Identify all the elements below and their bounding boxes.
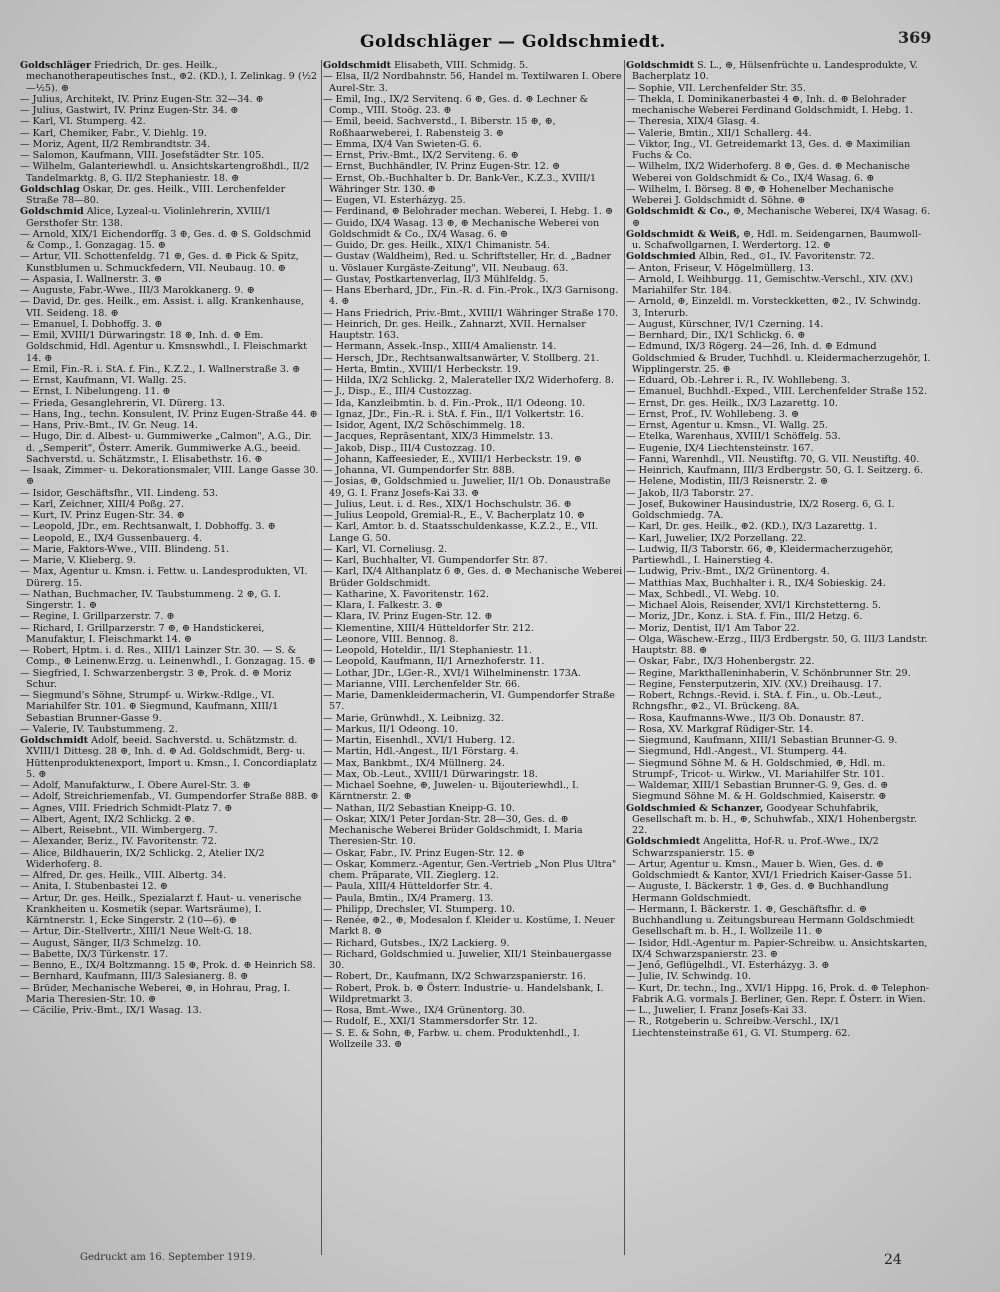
directory-entry: — Marianne, VIII. Lerchenfelder Str. 66. — [323, 678, 521, 690]
directory-entry: — Hans Friedrich, Priv.-Bmt., XVIII/1 Währinger Straße 170. — [323, 307, 619, 319]
directory-entry: — Frieda, Gesanglehrerin, VI. Dürerg. 13. — [20, 397, 226, 409]
column-divider — [321, 60, 322, 1255]
directory-entry: — Salomon, Kaufmann, VIII. Josefstädter Str. 105. — [20, 150, 265, 161]
directory-column-right — [626, 60, 931, 1255]
directory-entry: — Artur, Dir.-Stellvertr., XIII/1 Neue Welt-G. 18. — [20, 926, 253, 938]
directory-column-middle — [323, 60, 623, 1255]
directory-entry: — Arnold, ⊕, Einzeldl. m. Vorsteckketten, ⊕2., IV. Schwindg. 3, Interurb. — [626, 296, 921, 319]
directory-entry: — Edmund, IX/3 Rögerg. 24—26, Inh. d. ⊕ Edmund Goldschmied & Bruder, Tuchhdl. u. Kleidermacherzugehör, I. Wipplingerstr. 25. ⊕ — [626, 341, 931, 375]
directory-entry: — Isidor, Hdl.-Agentur m. Papier-Schreibw. u. Ansichtskarten, IX/4 Schwarzspanierstr. 23. ⊕ — [626, 937, 928, 960]
directory-entry: — Karl, Amtor. b. d. Staatsschuldenkasse, K.Z.2., E., VII. Lange G. 50. — [323, 521, 599, 544]
directory-entry: — Jacques, Repräsentant, XIX/3 Himmelstr. 13. — [323, 431, 554, 443]
directory-entry: — Karl, Juwelier, IX/2 Porzellang. 22. — [626, 532, 807, 544]
directory-entry: Goldschmidt & Weiß, ⊕, Hdl. m. Seidengarnen, Baumwoll- u. Schafwollgarnen, I. Werdertorg. 12. ⊕ — [626, 228, 922, 251]
directory-entry: — Wilhelm, Galanteriewhdl. u. Ansichtskartengroßhdl., II/2 Tandelmarktg. 8, G. II/2 Stephaniestr. 18. ⊕ — [20, 161, 310, 184]
directory-entry: — Isaak, Zimmer- u. Dekorationsmaler, VIII. Lange Gasse 30. ⊕ — [20, 465, 319, 488]
directory-entry: — Arnold, XIX/1 Eichendorffg. 3 ⊕, Ges. d. ⊕ S. Goldschmid & Comp., I. Gonzagag. 15. ⊕ — [20, 228, 312, 251]
directory-entry: Goldschmidt Elisabeth, VIII. Schmidg. 5. — [323, 60, 529, 71]
directory-entry: — Valerie, Bmtin., XII/1 Schallerg. 44. — [626, 127, 812, 139]
directory-entry: — Auguste, Fabr.-Wwe., III/3 Marokkanerg. 9. ⊕ — [20, 285, 255, 296]
directory-entry: — Klara, I. Falkestr. 3. ⊕ — [323, 600, 443, 611]
directory-entry: — Philipp, Drechsler, VI. Stumperg. 10. — [323, 903, 516, 915]
directory-entry: — Thekla, I. Dominikanerbastei 4 ⊕, Inh. d. ⊕ Belohrader mechanische Weberei Ferdinand Goldschmidt, I. Hebg. 1. — [626, 93, 914, 116]
directory-entry: Goldschmied & Schanzer, Goodyear Schuhfabrik, Gesellschaft m. b. H., ⊕, Schuhwfab., XIX/1 Hohenbergstr. 22. — [626, 802, 917, 836]
directory-entry: — Adolf, Streichriemenfab., VI. Gumpendorfer Straße 88B. ⊕ — [20, 791, 319, 803]
directory-entry: — Cäcilie, Priv.-Bmt., IX/1 Wasag. 13. — [20, 1005, 202, 1016]
directory-entry: — Julius, Architekt, IV. Prinz Eugen-Str. 32—34. ⊕ — [20, 93, 264, 105]
directory-entry: — Julie, IV. Schwindg. 10. — [626, 971, 751, 983]
directory-column-left — [20, 60, 320, 1255]
directory-entry: — Julius Leopold, Gremial-R., E., V. Bacherplatz 10. ⊕ — [323, 510, 585, 521]
page-header — [0, 28, 1000, 58]
directory-entry: Goldschmidt Adolf, beeid. Sachverstd. u. Schätzmstr. d. XVIII/1 Dittesg. 28 ⊕, Inh. d. ⊕ Ad. Goldschmidt, Berg- u. Hüttenproduktenexport, Import u. Kmsn., I. Concordiaplatz 5. ⊕ — [20, 735, 317, 780]
print-date: Gedruckt am 16. September 1919. — [80, 1252, 256, 1263]
directory-entry: — Ludwig, Priv.-Bmt., IX/2 Grünentorg. 4. — [626, 566, 830, 578]
directory-entry: — Klara, IV. Prinz Eugen-Str. 12. ⊕ — [323, 611, 493, 623]
directory-entry: — Robert, Hptm. i. d. Res., XIII/1 Lainzer Str. 30. — S. & Comp., ⊕ Leinenw.Erzg. u. Leinenwhdl., I. Gonzagag. 15. ⊕ — [20, 645, 316, 668]
directory-entry: — Leopold, Hoteldir., II/1 Stephaniestr. 11. — [323, 645, 533, 656]
directory-entry: — Moriz, JDr., Konz. i. StA. f. Fin., III/2 Hetzg. 6. — [626, 611, 863, 623]
directory-entry: — Karl, VI. Corneliusg. 2. — [323, 543, 448, 555]
page-number: 369 — [898, 28, 932, 47]
directory-entry: — Siegfried, I. Schwarzenbergstr. 3 ⊕, Prok. d. ⊕ Moriz Schur. — [20, 667, 292, 690]
directory-entry: — Isidor, Geschäftsfhr., VII. Lindeng. 53. — [20, 487, 218, 499]
directory-entry: — Viktor, Ing., VI. Getreidemarkt 13, Ges. d. ⊕ Maximilian Fuchs & Co. — [626, 138, 911, 161]
directory-entry: — Ernst, Buchhändler, IV. Prinz Eugen-Str. 12. ⊕ — [323, 161, 561, 173]
directory-entry: — Paula, Bmtin., IX/4 Pramerg. 13. — [323, 892, 494, 904]
directory-entry: — Michael Soehne, ⊕, Juwelen- u. Bijouteriewhdl., I. Kärntnerstr. 2. ⊕ — [323, 780, 579, 803]
directory-entry: — Alice, Bildhauerin, IX/2 Schlickg. 2, Atelier IX/2 Widerhoferg. 8. — [20, 847, 265, 870]
directory-entry: — Ferdinand, ⊕ Belohrader mechan. Weberei, I. Hebg. 1. ⊕ — [323, 206, 614, 218]
directory-entry: — Auguste, I. Bäckerstr. 1 ⊕, Ges. d. ⊕ Buchhandlung Hermann Goldschmiedt. — [626, 881, 889, 904]
directory-entry: — Kurt, IV. Prinz Eugen-Str. 34. ⊕ — [20, 510, 185, 521]
directory-entry: — Leonore, VIII. Bennog. 8. — [323, 633, 459, 645]
directory-entry: — Marie, V. Klieberg. 9. — [20, 555, 136, 566]
directory-entry: — J., Disp., E., III/4 Custozzag. — [323, 386, 472, 398]
directory-entry: — Ernst, Ob.-Buchhalter b. Dr. Bank-Ver., K.Z.3., XVIII/1 Währinger Str. 130. ⊕ — [323, 172, 597, 195]
directory-entry: — Oskar, Kommerz.-Agentur, Gen.-Vertrieb „Non Plus Ultra" chem. Präparate, VII. Zieglerg. 12. — [323, 858, 617, 881]
directory-entry: — Babette, IX/3 Türkenstr. 17. — [20, 948, 169, 960]
directory-entry: — Anton, Friseur, V. Högelmüllerg. 13. — [626, 262, 814, 274]
directory-entry: — Heinrich, Kaufmann, III/3 Erdbergstr. 50, G. I. Seitzerg. 6. — [626, 465, 924, 476]
directory-entry: — Emil, Fin.-R. i. StA. f. Fin., K.Z.2., I. Wallnerstraße 3. ⊕ — [20, 363, 301, 375]
directory-entry: — Johann, Kaffeesieder, E., XVIII/1 Herbeckstr. 19. ⊕ — [323, 453, 582, 465]
directory-entry: — Regine, Markthalleninhaberin, V. Schönbrunner Str. 29. — [626, 667, 911, 679]
directory-entry: Goldschmied Albin, Red., ⊙I., IV. Favoritenstr. 72. — [626, 251, 875, 263]
directory-entry: Goldschlag Oskar, Dr. ges. Heilk., VIII. Lerchenfelder Straße 78—80. — [20, 183, 286, 206]
directory-entry: — Ignaz, JDr., Fin.-R. i. StA. f. Fin., II/1 Volkertstr. 16. — [323, 408, 584, 420]
directory-entry: — Albert, Agent, IX/2 Schlickg. 2 ⊕. — [20, 813, 195, 825]
directory-entry: — Valerie, IV. Taubstummeng. 2. — [20, 723, 178, 735]
directory-entry: — Albert, Reisebnt., VII. Wimbergerg. 7. — [20, 825, 218, 836]
directory-entry: — Max, Schbedl., VI. Webg. 10. — [626, 588, 780, 600]
directory-entry: — Richard, Goldschmied u. Juwelier, XII/1 Steinbauergasse 30. — [323, 948, 612, 971]
directory-entry: — Ernst, Agentur u. Kmsn., VI. Wallg. 25. — [626, 420, 828, 431]
directory-entry: — Renée, ⊕2., ⊕, Modesalon f. Kleider u. Kostüme, I. Neuer Markt 8. ⊕ — [323, 915, 615, 938]
directory-entry: — Rosa, Bmt.-Wwe., IX/4 Grünentorg. 30. — [323, 1005, 526, 1016]
directory-entry: — Nathan, II/2 Sebastian Kneipp-G. 10. — [323, 802, 515, 814]
directory-entry: — Aspasia, I. Wallnerstr. 3. ⊕ — [20, 273, 163, 285]
directory-entry: Goldschmidt & Co., ⊕, Mechanische Weberei, IX/4 Wasag. 6. ⊕ — [626, 206, 931, 229]
directory-entry: Goldschmid Alice, Lyzeal-u. Violinlehrerin, XVIII/1 Gersthofer Str. 138. — [20, 206, 272, 229]
directory-entry: — Siegmund Söhne M. & H. Goldschmied, ⊕, Hdl. m. Strumpf-, Tricot- u. Wirkw., VI. Mariahilfer Str. 101. — [626, 757, 886, 780]
directory-entry: — Hermann, I. Bäckerstr. 1. ⊕, Geschäftsfhr. d. ⊕ Buchhandlung u. Zeitungsbureau Hermann Goldschmiedt Gesellschaft m. b. H., I. Wollzeile 11. ⊕ — [626, 903, 914, 938]
directory-entry: — R., Rotgeberin u. Schreibw.-Verschl., IX/1 Liechtensteinstraße 61, G. VI. Stumperg. 62. — [626, 1016, 851, 1039]
directory-entry: — Matthias Max, Buchhalter i. R., IX/4 Sobieskig. 24. — [626, 577, 886, 589]
directory-entry: — David, Dr. ges. Heilk., em. Assist. i. allg. Krankenhause, VII. Seideng. 18. ⊕ — [20, 296, 304, 319]
directory-entry: — Richard, I. Grillparzerstr. 7 ⊕, ⊕ Handstickerei, Manufaktur, I. Fleischmarkt 14. ⊕ — [20, 622, 265, 645]
directory-entry: — Hans, Priv.-Bmt., IV. Gr. Neug. 14. — [20, 420, 198, 431]
directory-entry: — Elsa, II/2 Nordbahnstr. 56, Handel m. Textilwaren I. Obere Aurel-Str. 3. — [323, 71, 622, 94]
directory-entry: — Marie, Damenkleidermacherin, VI. Gumpendorfer Straße 57. — [323, 690, 615, 713]
directory-entry: — Helene, Modistin, III/3 Reisnerstr. 2. ⊕ — [626, 476, 829, 488]
directory-entry: — Ernst, Priv.-Bmt., IX/2 Serviteng. 6. ⊕ — [323, 150, 519, 161]
directory-entry: — L., Juwelier, I. Franz Josefs-Kai 33. — [626, 1005, 807, 1016]
directory-entry: — Hugo, Dir. d. Albest- u. Gummiwerke „Calmon", A.G., Dir. d. „Semperit", Österr. Amerik. Gummiwerke A.G., beeid. Sachverstd. u. Schätzmstr., I. Elisabethstr. 16. ⊕ — [20, 431, 312, 465]
directory-entry: — Jakob, Disp., III/4 Custozzag. 10. — [323, 442, 496, 454]
directory-entry: — Leopold, Kaufmann, II/1 Arnezhoferstr. 11. — [323, 656, 545, 668]
directory-entry: — Max, Bankbmt., IX/4 Müllnerg. 24. — [323, 757, 505, 769]
directory-entry: — Leopold, JDr., em. Rechtsanwalt, I. Dobhoffg. 3. ⊕ — [20, 521, 276, 533]
directory-entry: — Leopold, E., IX/4 Gussenbauerg. 4. — [20, 532, 203, 544]
directory-entry: — Ida, Kanzleibmtin. b. d. Fin.-Prok., II/1 Odeong. 10. — [323, 397, 586, 409]
directory-entry: — Moriz, Agent, II/2 Rembrandtstr. 34. — [20, 138, 211, 150]
directory-entry: — Ernst, Dr. ges. Heilk., IX/3 Lazarettg. 10. — [626, 397, 838, 409]
directory-entry: — Siegmund, Hdl.-Angest., VI. Stumperg. 44. — [626, 746, 847, 758]
directory-entry: — Waldemar, XIII/1 Sebastian Brunner-G. 9, Ges. d. ⊕ Siegmund Söhne M. & H. Goldschmied, Kaiserstr. ⊕ — [626, 780, 889, 803]
directory-entry: — Emanuel, Buchhdl.-Exped., VIII. Lerchenfelder Straße 152. — [626, 386, 928, 398]
directory-entry: — Eugen, VI. Esterházyg. 25. — [323, 195, 466, 206]
directory-entry: Goldschmidt S. L., ⊕, Hülsenfrüchte u. Landesprodukte, V. Bacherplatz 10. — [626, 60, 918, 83]
directory-entry: — August, Sänger, II/3 Schmelzg. 10. — [20, 937, 202, 949]
directory-entry: — Etelka, Warenhaus, XVIII/1 Schöffelg. 53. — [626, 431, 841, 443]
directory-entry: — Anita, I. Stubenbastei 12. ⊕ — [20, 881, 168, 893]
directory-entry: — Marie, Grünwhdl., X. Leibnizg. 32. — [323, 712, 504, 724]
directory-entry: — Eugenie, IX/4 Liechtensteinstr. 167. — [626, 442, 814, 454]
directory-entry: — Hersch, JDr., Rechtsanwaltsanwärter, V. Stollberg. 21. — [323, 352, 600, 364]
directory-entry: — Emil, Ing., IX/2 Servitenq. 6 ⊕, Ges. d. ⊕ Lechner & Comp., VIII. Stoög. 23. ⊕ — [323, 93, 589, 116]
directory-entry: — Bernhard, Dir., IX/1 Schlickg. 6. ⊕ — [626, 330, 806, 341]
directory-entry: — Katharine, X. Favoritenstr. 162. — [323, 588, 489, 600]
directory-entry: — Markus, II/1 Odeong. 10. — [323, 723, 458, 735]
signature-number: 24 — [884, 1252, 902, 1268]
directory-entry: — Emma, IX/4 Van Swieten-G. 6. — [323, 138, 482, 150]
page-title: Goldschläger — Goldschmiedt. — [360, 32, 666, 52]
directory-entry: — Lothar, JDr., LGer.-R., XVI/1 Wilhelminenstr. 173A. — [323, 667, 581, 679]
directory-entry: — Fanni, Warenhdl., VII. Neustiftg. 70, G. VII. Neustiftg. 40. — [626, 453, 920, 465]
directory-entry: — Gustav, Postkartenverlag, II/3 Mühlfeldg. 5. — [323, 273, 549, 285]
directory-entry: — Guido, Dr. ges. Heilk., XIX/1 Chimanistr. 54. — [323, 240, 551, 251]
directory-entry: — Eduard, Ob.-Lehrer i. R., IV. Wohllebeng. 3. — [626, 375, 850, 386]
directory-entry: — Josias, ⊕, Goldschmied u. Juwelier, II/1 Ob. Donaustraße 49, G. I. Franz Josefs-Kai 33. ⊕ — [323, 476, 611, 499]
directory-entry: — Alfred, Dr. ges. Heilk., VIII. Albertg. 34. — [20, 870, 227, 881]
directory-entry: — Martin, Eisenhdl., XVI/1 Huberg. 12. — [323, 735, 515, 746]
directory-entry: — Adolf, Manufakturw., I. Obere Aurel-Str. 3. ⊕ — [20, 780, 251, 791]
column-divider — [624, 60, 625, 1255]
directory-entry: — Emanuel, I. Dobhoffg. 3. ⊕ — [20, 318, 163, 330]
directory-entry: — Karl, Chemiker, Fabr., V. Diehlg. 19. — [20, 127, 207, 139]
directory-entry: — Regine, I. Grillparzerstr. 7. ⊕ — [20, 611, 175, 623]
directory-entry: — Karl, Zeichner, XIII/4 Poßg. 27. — [20, 498, 185, 510]
directory-entry: — Johanna, VI. Gumpendorfer Str. 88B. — [323, 465, 515, 476]
directory-entry: — Max, Agentur u. Kmsn. i. Fettw. u. Landesprodukten, VI. Dürerg. 15. — [20, 566, 308, 589]
directory-entry: — Emil, XVIII/1 Dürwaringstr. 18 ⊕, Inh. d. ⊕ Em. Goldschmid, Hdl. Agentur u. Kmsnswhdl., I. Fleischmarkt 14. ⊕ — [20, 330, 308, 364]
directory-entry: — Guido, IX/4 Wasag. 13 ⊕, ⊕ Mechanische Weberei von Goldschmidt & Co., IX/4 Wasag. 6. ⊕ — [323, 217, 600, 240]
directory-entry: — Brüder, Mechanische Weberei, ⊕, in Hohrau, Prag, I. Maria Theresien-Str. 10. ⊕ — [20, 982, 291, 1005]
directory-entry: — Kurt, Dr. techn., Ing., XVI/1 Hippg. 16, Prok. d. ⊕ Telephon-Fabrik A.G. vormals J. Berliner, Gen. Repr. f. Österr. in Wien. — [626, 982, 930, 1005]
directory-entry: — Karl, IX/4 Althanplatz 6 ⊕, Ges. d. ⊕ Mechanische Weberei Brüder Goldschmidt. — [323, 566, 623, 589]
directory-entry: — Sophie, VII. Lerchenfelder Str. 35. — [626, 82, 806, 94]
directory-entry: — Hermann, Assek.-Insp., XIII/4 Amalienstr. 14. — [323, 341, 557, 353]
directory-entry: — Hans, Ing., techn. Konsulent, IV. Prinz Eugen-Straße 44. ⊕ — [20, 408, 318, 420]
directory-entry: — Marie, Faktors-Wwe., VIII. Blindeng. 51. — [20, 543, 230, 555]
directory-entry: — Rosa, XV. Markgraf Rüdiger-Str. 14. — [626, 723, 814, 735]
directory-entry: — Michael Alois, Reisender, XVI/1 Kirchstetterng. 5. — [626, 600, 881, 611]
directory-entry: — Jenő, Geflügelhdl., VI. Esterházyg. 3. ⊕ — [626, 960, 830, 971]
directory-entry: — Karl, Dr. ges. Heilk., ⊕2. (KD.), IX/3 Lazarettg. 1. — [626, 521, 878, 533]
directory-entry: — Klementine, XIII/4 Hütteldorfer Str. 212. — [323, 622, 534, 634]
directory-entry: — Emil, beeid. Sachverstd., I. Biberstr. 15 ⊕, ⊕, Roßhaarweberei, I. Rabensteig 3. ⊕ — [323, 116, 556, 139]
directory-entry: — Jakob, II/3 Taborstr. 27. — [626, 487, 754, 499]
directory-entry: — Hilda, IX/2 Schlickg. 2, Malerateller IX/2 Widerhoferg. 8. — [323, 375, 614, 386]
directory-entry: — Ernst, Kaufmann, VI. Wallg. 25. — [20, 375, 187, 386]
directory-entry: — Martin, Hdl.-Angest., II/1 Förstarg. 4. — [323, 746, 519, 758]
directory-entry: — Oskar, Fabr., IV. Prinz Eugen-Str. 12. ⊕ — [323, 847, 525, 859]
directory-entry: — Benno, E., IX/4 Boltzmanng. 15 ⊕, Prok. d. ⊕ Heinrich S8. — [20, 960, 316, 971]
directory-entry: — Karl, Buchhalter, VI. Gumpendorfer Str. 87. — [323, 555, 548, 566]
directory-entry: — Robert, Prok. b. ⊕ Österr. Industrie- u. Handelsbank, I. Wildpretmarkt 3. — [323, 982, 604, 1005]
directory-entry: — Theresia, XIX/4 Glasg. 4. — [626, 116, 760, 128]
directory-entry: — Bernhard, Kaufmann, III/3 Salesianerg. 8. ⊕ — [20, 971, 249, 983]
directory-entry: — S. E. & Sohn, ⊕, Farbw. u. chem. Produktenhdl., I. Wollzeile 33. ⊕ — [323, 1027, 580, 1050]
directory-entry: — Wilhelm, IX/2 Widerhoferg. 8 ⊕, Ges. d. ⊕ Mechanische Weberei von Goldschmidt & Co., IX/4 Wasag. 6. ⊕ — [626, 161, 910, 184]
directory-entry: — Olga, Wäschew.-Erzg., III/3 Erdbergstr. 50, G. III/3 Landstr. Hauptstr. 88. ⊕ — [626, 633, 928, 656]
directory-entry: — Alexander, Beriz., IV. Favoritenstr. 72. — [20, 836, 217, 848]
directory-entry: — Robert, Dr., Kaufmann, IX/2 Schwarzspanierstr. 16. — [323, 971, 586, 983]
directory-entry: — Karl, VI. Stumperg. 42. — [20, 116, 146, 128]
directory-entry: — Julius, Leut. i. d. Res., XIX/1 Hochschulstr. 36. ⊕ — [323, 498, 572, 510]
directory-entry: — Max, Ob.-Leut., XVIII/1 Dürwaringstr. 18. — [323, 768, 538, 780]
directory-entry: — Oskar, XIX/1 Peter Jordan-Str. 28—30, Ges. d. ⊕ Mechanische Weberei Brüder Goldschmidt, I. Maria Theresien-Str. 10. — [323, 813, 583, 848]
directory-entry: — Wilhelm, I. Börseg. 8 ⊕, ⊕ Hohenelber Mechanische Weberei J. Goldschmidt d. Söhne. ⊕ — [626, 183, 894, 206]
directory-entry: — Rudolf, E., XXI/1 Stammersdorfer Str. 12. — [323, 1016, 538, 1028]
directory-entry: — Paula, XIII/4 Hütteldorfer Str. 4. — [323, 881, 493, 893]
directory-entry: — Arnold, I. Weihburgg. 11, Gemischtw.-Verschl., XIV. (XV.) Mariahilfer Str. 184. — [626, 273, 913, 296]
directory-entry: — Ludwig, II/3 Taborstr. 66, ⊕, Kleidermacherzugehör, Partiewhdl., I. Hainerstieg 4. — [626, 543, 894, 566]
directory-entry: — Robert, Rchngs.-Revid. i. StA. f. Fin., u. Ob.-Leut., Rchngsfhr., ⊕2., VI. Brückeng. 8A. — [626, 690, 882, 713]
directory-entry: — Siegmund's Söhne, Strumpf- u. Wirkw.-Rdlge., VI. Mariahilfer Str. 101. ⊕ Siegmund, Kaufmann, XIII/1 Sebastian Brunner-Gasse 9. — [20, 690, 279, 724]
directory-entry: — Rosa, Kaufmanns-Wwe., II/3 Ob. Donaustr. 87. — [626, 712, 864, 724]
directory-entry: — Herta, Bmtin., XVIII/1 Herbeckstr. 19. — [323, 363, 522, 375]
directory-entry: — Heinrich, Dr. ges. Heilk., Zahnarzt, XVII. Hernalser Hauptstr. 163. — [323, 318, 586, 341]
directory-entry: — Julius, Gastwirt, IV. Prinz Eugen-Str. 34. ⊕ — [20, 105, 239, 116]
directory-entry: Goldschläger Friedrich, Dr. ges. Heilk., mechanotherapeutisches Inst., ⊕2. (KD.), I. Zelinkag. 9 (½2—½5). ⊕ — [20, 60, 317, 94]
directory-entry: — Agnes, VIII. Friedrich Schmidt-Platz 7. ⊕ — [20, 802, 233, 814]
directory-entry: — Ernst, I. Nibelungeng. 11. ⊕ — [20, 386, 171, 398]
directory-entry: — Gustav (Waldheim), Red. u. Schriftsteller, Hr. d. „Badner u. Vöslauer Kurgäste-Zeitung", VII. Neubaug. 63. — [323, 251, 612, 274]
directory-entry: — Hans Eberhard, JDr., Fin.-R. d. Fin.-Prok., IX/3 Garnisong. 4. ⊕ — [323, 285, 619, 308]
directory-entry: — Isidor, Agent, IX/2 Schöschimmelg. 18. — [323, 420, 525, 431]
directory-entry: — Artur, Agentur u. Kmsn., Mauer b. Wien, Ges. d. ⊕ Goldschmiedt & Kantor, XVI/1 Friedrich Kaiser-Gasse 51. — [626, 858, 912, 881]
directory-entry: — August, Kürschner, IV/1 Czerning. 14. — [626, 318, 824, 330]
directory-entry: — Artur, Dr. ges. Heilk., Spezialarzt f. Haut- u. venerische Krankheiten u. Kosmetik (separ. Wartsräume), I. Kärntnerstr. 1, Ecke Singerstr. 2 (10—6). ⊕ — [20, 892, 302, 926]
directory-entry: — Moriz, Dentist, II/1 Am Tabor 22. — [626, 622, 800, 634]
directory-entry: — Nathan, Buchmacher, IV. Taubstummeng. 2 ⊕, G. I. Singerstr. 1. ⊕ — [20, 588, 281, 611]
directory-entry: — Ernst, Prof., IV. Wohllebeng. 3. ⊕ — [626, 408, 800, 420]
directory-entry: Goldschmiedt Angelitta, Hof-R. u. Prof.-Wwe., IX/2 Schwarzspanierstr. 15. ⊕ — [626, 836, 879, 859]
directory-entry: — Regine, Fensterputzerin, XIV. (XV.) Dreihausg. 17. — [626, 678, 882, 690]
directory-entry: — Siegmund, Kaufmann, XIII/1 Sebastian Brunner-G. 9. — [626, 735, 898, 746]
directory-entry: — Josef, Bukowiner Hausindustrie, IX/2 Roserg. 6, G. I. Goldschmiedg. 7A. — [626, 498, 895, 521]
directory-entry: — Richard, Gutsbes., IX/2 Lackierg. 9. — [323, 937, 510, 949]
directory-entry: — Artur, VII. Schottenfeldg. 71 ⊕, Ges. d. ⊕ Pick & Spitz, Kunstblumen u. Schmuckfedern, VII. Neubaug. 10. ⊕ — [20, 251, 299, 274]
directory-entry: — Oskar, Fabr., IX/3 Hohenbergstr. 22. — [626, 656, 815, 668]
